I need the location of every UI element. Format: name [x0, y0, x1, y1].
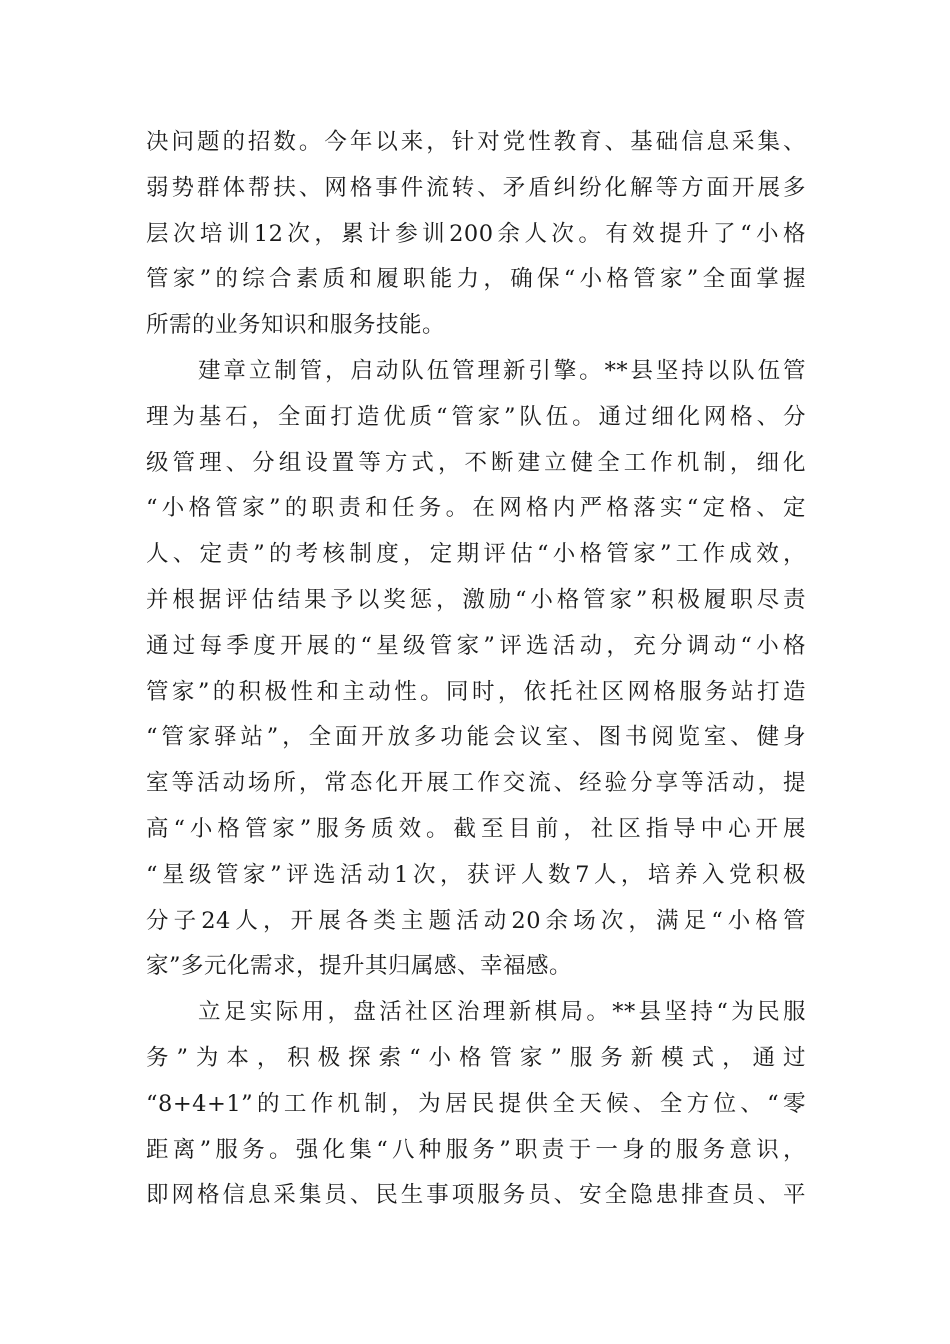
text-line: 分子24人，开展各类主题活动20余场次，满足“小格管	[146, 907, 806, 934]
text-line: 即网格信息采集员、民生事项服务员、安全隐患排查员、平	[146, 1182, 806, 1209]
text-line: 距离”服务。强化集“八种服务”职责于一身的服务意识，	[146, 1136, 806, 1163]
text-line: “星级管家”评选活动1次，获评人数7人，培养入党积极	[146, 861, 806, 888]
text-line: 室等活动场所，常态化开展工作交流、经验分享等活动，提	[146, 770, 806, 797]
text-line: 管家”的积极性和主动性。同时，依托社区网格服务站打造	[146, 678, 806, 705]
text-line: 理为基石，全面打造优质“管家”队伍。通过细化网格、分	[146, 403, 806, 430]
paragraph-2	[146, 349, 806, 990]
text-line: “管家驿站”，全面开放多功能会议室、图书阅览室、健身	[146, 724, 806, 751]
paragraph-1	[146, 120, 806, 349]
paragraph-3	[146, 990, 806, 1219]
text-line: “小格管家”的职责和任务。在网格内严格落实“定格、定	[146, 495, 806, 522]
text-line: 建章立制管，启动队伍管理新引擎。**县坚持以队伍管	[198, 357, 806, 384]
text-line: “8+4+1”的工作机制，为居民提供全天候、全方位、“零	[146, 1090, 806, 1117]
text-line: 立足实际用，盘活社区治理新棋局。**县坚持“为民服	[198, 999, 806, 1026]
text-line: 并根据评估结果予以奖惩，激励“小格管家”积极履职尽责	[146, 586, 806, 613]
text-line: 弱势群体帮扶、网格事件流转、矛盾纠纷化解等方面开展多	[146, 174, 806, 201]
text-line: 通过每季度开展的“星级管家”评选活动，充分调动“小格	[146, 632, 806, 659]
text-line: 高“小格管家”服务质效。截至目前，社区指导中心开展	[146, 815, 806, 842]
body-text	[146, 120, 806, 1219]
text-line: 家”多元化需求，提升其归属感、幸福感。	[146, 953, 573, 980]
text-line: 人、定责”的考核制度，定期评估“小格管家”工作成效，	[146, 541, 806, 568]
text-line: 所需的业务知识和服务技能。	[146, 312, 446, 339]
text-line: 决问题的招数。今年以来，针对党性教育、基础信息采集、	[146, 129, 806, 155]
text-line: 管家”的综合素质和履职能力，确保“小格管家”全面掌握	[146, 266, 806, 293]
text-line: 层次培训12次，累计参训200余人次。有效提升了“小格	[146, 220, 806, 247]
text-line: 务”为本，积极探索“小格管家”服务新模式，通过	[146, 1044, 806, 1071]
text-line: 级管理、分组设置等方式，不断建立健全工作机制，细化	[146, 449, 806, 476]
